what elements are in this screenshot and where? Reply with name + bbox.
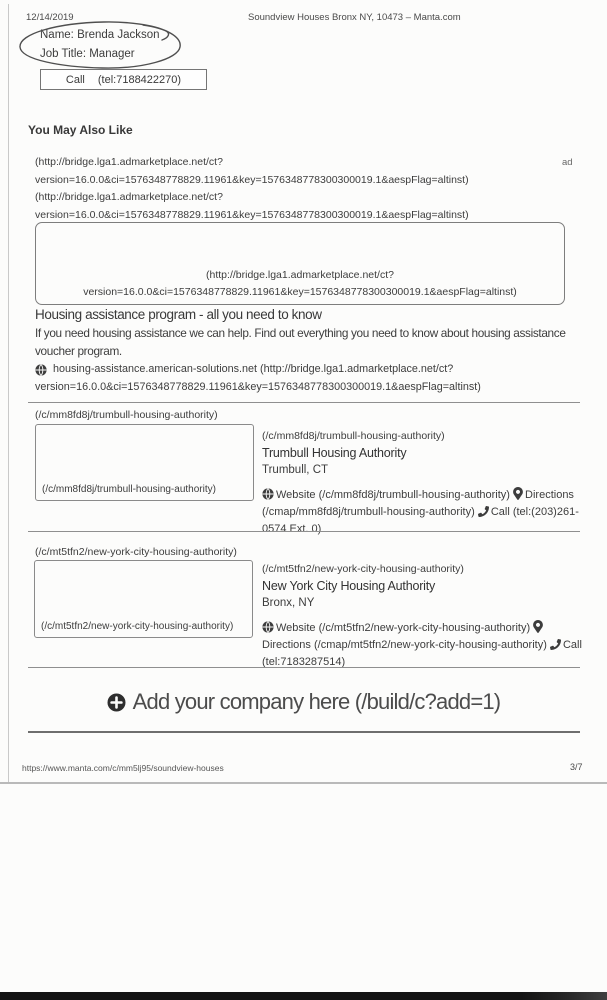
listing-name[interactable]: Trumbull Housing Authority [262,446,407,460]
ad-box-link-line: (http://bridge.lga1.admarketplace.net/ct? [206,269,394,281]
ad-headline[interactable]: Housing assistance program - all you need to know [35,307,322,322]
ad-tracking-link-line[interactable]: version=16.0.0&ci=1576348778829.11961&key=1576348778300300019.1&aespFlag=altinst) [35,173,469,186]
divider [28,531,580,532]
call-action-label[interactable]: Call [490,506,510,518]
add-company-label: Add your company here (/build/c?add=1) [132,689,501,714]
hand-drawn-circle [15,16,187,74]
scan-edge-line [8,4,9,783]
add-company-link[interactable] [0,689,607,718]
divider [28,402,580,403]
contact-job-title: Job Title: Manager [40,48,135,60]
listing-thumbnail-link: (/c/mt5tfn2/new-york-city-housing-authority) [41,621,234,632]
footer-page-number: 3/7 [570,762,583,772]
listing-thumbnail-link: (/c/mm8fd8j/trumbull-housing-authority) [42,484,216,495]
ad-description [35,325,566,360]
ad-description-line: If you need housing assistance we can help. Find out everything you need to know about housing assistance [35,326,566,340]
plus-circle-icon[interactable] [107,692,126,718]
ad-description-line: voucher program. [35,343,122,358]
section-heading: You May Also Like [28,123,133,137]
directions-action-link[interactable]: (/cmap/mt5tfn2/new-york-city-housing-authority) [313,639,547,651]
phone-icon[interactable] [478,506,489,517]
divider [28,731,580,733]
directions-action-link[interactable]: (/cmap/mm8fd8j/trumbull-housing-authority) [262,506,475,518]
listing-link[interactable]: (/c/mm8fd8j/trumbull-housing-authority) [262,430,445,442]
page-title: Soundview Houses Bronx NY, 10473 – Manta.com [248,12,461,23]
listing-location: Bronx, NY [262,597,315,609]
call-button-tel: (tel:7188422270) [97,73,182,86]
call-action-label[interactable]: Call [562,639,582,651]
scanner-artifact-bar [0,992,607,1000]
website-action-label[interactable]: Website [276,489,316,501]
listing-info [262,428,594,538]
listing-location: Trumbull, CT [262,464,329,476]
phone-icon[interactable] [550,639,561,650]
listing-name[interactable]: New York City Housing Authority [262,579,436,593]
call-action-link[interactable]: (tel:7183287514) [262,656,346,668]
website-action-label[interactable]: Website [276,622,316,634]
listing-link[interactable]: (/c/mt5tfn2/new-york-city-housing-authority) [35,546,237,558]
call-button[interactable] [40,69,207,90]
ad-tracking-link-line[interactable]: (http://bridge.lga1.admarketplace.net/ct? [35,191,223,203]
divider [28,667,580,668]
footer-url: https://www.manta.com/c/mm5lj95/soundview-houses [22,763,224,773]
website-action-link[interactable]: (/c/mt5tfn2/new-york-city-housing-authority) [318,622,531,634]
call-button-label: Call [65,73,85,86]
contact-name: Name: Brenda Jackson [40,29,160,41]
listing-thumbnail-box[interactable] [34,560,253,638]
ad-display-url-line: version=16.0.0&ci=1576348778829.11961&key=1576348778300300019.1&aespFlag=altinst) [35,380,481,393]
listing-actions [262,620,594,671]
listing-info [262,561,594,671]
listing-link[interactable]: (/c/mm8fd8j/trumbull-housing-authority) [35,409,218,421]
ad-box-link-line: version=16.0.0&ci=1576348778829.11961&key=1576348778300300019.1&aespFlag=altinst) [83,285,517,298]
directions-action-label[interactable]: Directions [262,639,311,651]
ad-tracking-link-line[interactable]: (http://bridge.lga1.admarketplace.net/ct? [35,156,223,168]
directions-action-label[interactable]: Directions [525,489,574,501]
ad-tracking-link-line[interactable]: version=16.0.0&ci=1576348778829.11961&key=1576348778300300019.1&aespFlag=altinst) [35,208,469,221]
globe-icon[interactable] [35,364,47,376]
map-pin-icon[interactable] [513,487,523,500]
listing-thumbnail-box[interactable] [35,424,254,501]
globe-icon[interactable] [262,488,274,500]
print-date: 12/14/2019 [26,12,74,23]
website-action-link[interactable]: (/c/mm8fd8j/trumbull-housing-authority) [318,489,510,501]
listing-link[interactable]: (/c/mt5tfn2/new-york-city-housing-authority) [262,563,464,575]
ad-tracking-links [35,154,575,224]
ad-marker: ad [562,157,573,168]
map-pin-icon[interactable] [533,620,543,633]
page-edge-line [0,782,607,784]
ad-creative-box[interactable] [35,222,565,305]
ad-display-url-line: housing-assistance.american-solutions.net (http://bridge.lga1.admarketplace.net/ct? [53,363,454,375]
call-action-link[interactable]: (tel:(203)261-0574 Ext. 0) [262,506,579,535]
ad-display-url[interactable] [35,361,481,396]
globe-icon[interactable] [262,621,274,633]
